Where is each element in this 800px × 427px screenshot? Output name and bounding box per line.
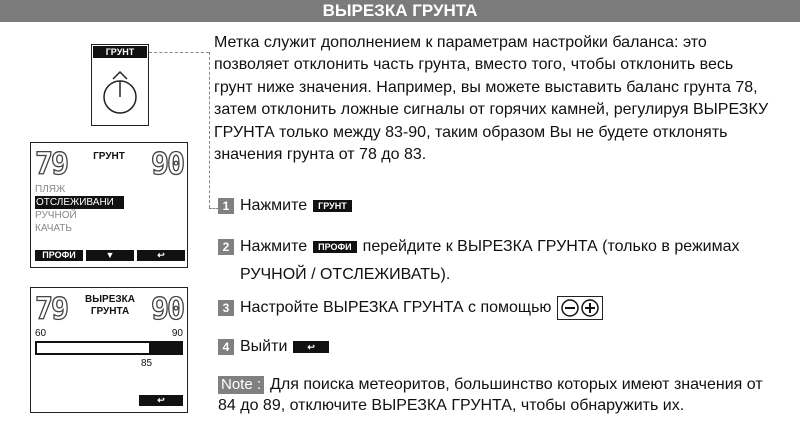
note-block [218, 374, 778, 416]
menu-item-manual[interactable]: РУЧНОЙ [35, 210, 77, 221]
step-2-continued: РУЧНОЙ / ОТСЛЕЖИВАТЬ). [240, 266, 451, 283]
left-segment-value: 79 [35, 147, 68, 182]
note-tag: Note : [218, 376, 264, 394]
minus-button-icon[interactable] [561, 299, 579, 317]
note-text: Для поиска метеоритов, большинство которых имеют значения от 84 до 89, отключите ВЫРЕЗКА ГРУНТА, чтобы обнаружить их. [218, 376, 763, 414]
knob-icon [92, 59, 148, 125]
page-header: ВЫРЕЗКА ГРУНТА [0, 0, 800, 22]
marker-value-label: 85 [141, 358, 153, 369]
softkey-bar [139, 395, 183, 406]
ground-cut-screen [30, 287, 188, 413]
step-text: перейдите к ВЫРЕЗКА ГРУНТА (только в режимах [362, 238, 740, 255]
ground-dial-illustration [91, 44, 149, 126]
ground-cut-bar-fill [37, 343, 149, 353]
down-arrow-softkey[interactable]: ▼ [86, 250, 134, 261]
left-segment-value: 79 [35, 292, 68, 327]
step-number: 3 [218, 300, 234, 316]
ground-button[interactable]: ГРУНТ [313, 200, 352, 212]
intro-paragraph: Метка служит дополнением к параметрам настройки баланса: это позволяет отклонить часть грунта, вместо того, чтобы отклонить весь грунт ниже значения. Например, вы можете выставить баланс грунта 78, затем отклонить ложные сигналы от горячих камней, регулируя ВЫРЕЗКУ ГРУНТА только между 83-90, таким образом Вы не будете отклонять значения грунта от 78 до 83. [214, 34, 769, 164]
softkey-bar [35, 250, 185, 261]
dial-label: ГРУНТ [93, 46, 147, 58]
right-segment-value: 90 [151, 292, 184, 327]
screen-title-line1: ВЫРЕЗКА [85, 294, 135, 305]
screen-title: ГРУНТ [93, 151, 125, 162]
step-number: 1 [218, 198, 234, 214]
menu-item-beach[interactable]: ПЛЯЖ [35, 184, 66, 195]
screen-title-line2: ГРУНТА [90, 306, 130, 317]
range-min-label: 60 [35, 328, 47, 339]
minus-plus-control [557, 296, 603, 320]
ground-menu-screen [30, 142, 188, 268]
mode-menu [35, 183, 124, 235]
menu-item-pump[interactable]: КАЧАТЬ [35, 223, 72, 234]
step-text: Настройте ВЫРЕЗКА ГРУНТА с помощью [240, 299, 552, 316]
step-text: Нажмите [240, 238, 308, 255]
step-text: Выйти [240, 338, 288, 355]
pro-softkey[interactable]: ПРОФИ [35, 250, 83, 261]
connector-line [149, 52, 209, 53]
back-button[interactable]: ↩ [293, 341, 329, 353]
ground-cut-bar [35, 341, 183, 355]
step-1 [218, 196, 358, 216]
step-3 [218, 296, 603, 320]
step-number: 4 [218, 339, 234, 355]
back-softkey[interactable]: ↩ [137, 250, 185, 261]
pro-button[interactable]: ПРОФИ [313, 241, 357, 253]
menu-item-tracking[interactable]: ОТСЛЕЖИВАНИ [35, 196, 124, 209]
step-text: Нажмите [240, 197, 308, 214]
right-segment-value: 90 [151, 147, 184, 182]
range-max-label: 90 [171, 328, 183, 339]
step-4 [218, 337, 335, 357]
step-2 [218, 237, 739, 257]
back-softkey[interactable]: ↩ [139, 395, 183, 406]
connector-line [209, 52, 210, 208]
plus-button-icon[interactable] [581, 299, 599, 317]
step-number: 2 [218, 239, 234, 255]
